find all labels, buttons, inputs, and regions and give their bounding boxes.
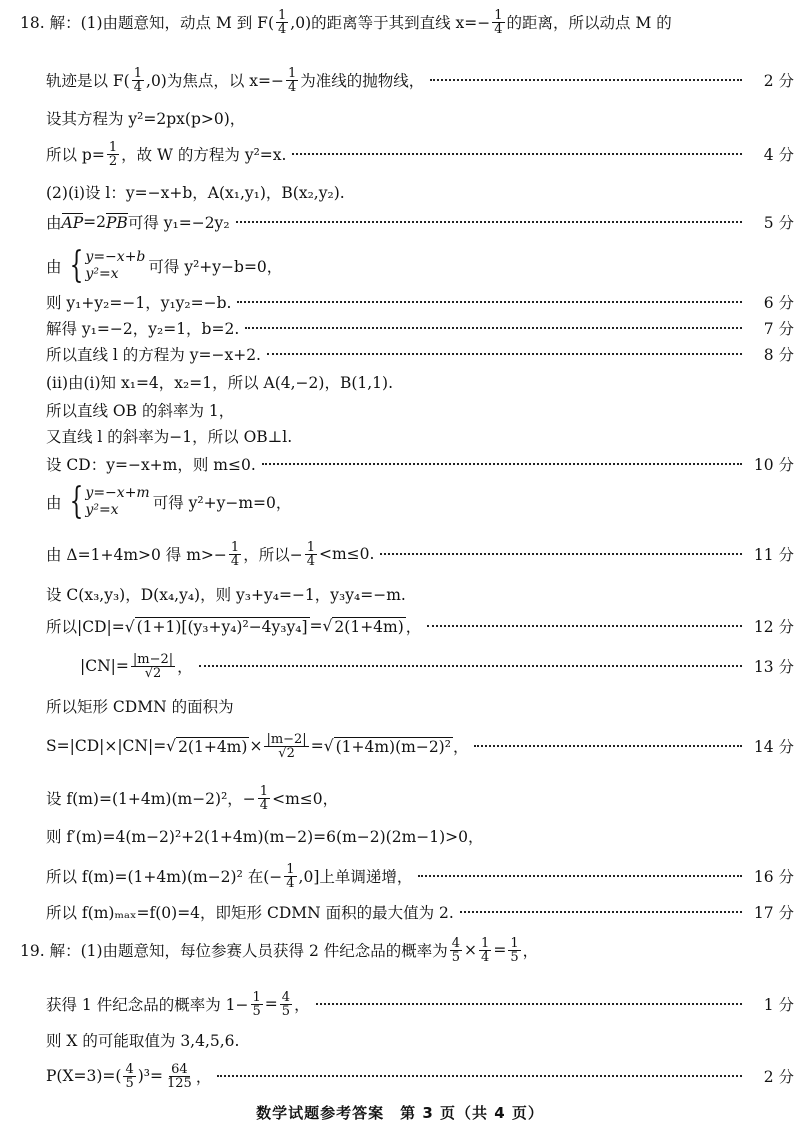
p19-l1-pre: 19. 解：(1)由题意知，每位参赛人员获得 2 件纪念品的概率为 [20, 942, 448, 960]
score-mark: 7 分 [763, 320, 794, 338]
brace-icon: { [69, 245, 83, 286]
p18-l19-post: ， [177, 658, 193, 676]
p18-line-8 [0, 288, 800, 316]
fraction: $\frac{1}{4}$ [286, 861, 295, 891]
p18-line-12 [0, 396, 800, 424]
p18-l16-post: <m≤0. [318, 545, 375, 563]
leader-dots [217, 1075, 742, 1077]
score-mark: 4 分 [763, 146, 794, 164]
p18-line-20 [0, 692, 800, 720]
score-mark: 6 分 [763, 294, 794, 312]
vector-pb: PB [106, 213, 128, 232]
p18-line-10 [0, 340, 800, 368]
p18-line-7 [0, 246, 800, 286]
score-mark: 5 分 [763, 214, 794, 232]
p18-l18-post: ， [405, 618, 422, 636]
leader-dots [267, 353, 742, 355]
radicand: (1+1)[(y₃+y₄)²−4y₃y₄] [136, 617, 308, 636]
p18-l8-text: 则 y₁+y₂=−1，y₁y₂=−b. [46, 294, 232, 312]
leader-dots [245, 327, 742, 329]
p19-l4-mid: )³= [137, 1067, 163, 1085]
leader-dots [474, 745, 742, 747]
p18-line-3 [0, 104, 800, 132]
p18-l3-text: 设其方程为 y²=2px(p>0)， [46, 110, 246, 128]
equals-sign: = [264, 995, 278, 1013]
p18-l7-post: 可得 y²+y−b=0， [148, 258, 283, 276]
p19-l2-pre: 获得 1 件纪念品的概率为 1− [46, 996, 249, 1014]
p19-l2-post: ， [294, 996, 310, 1014]
p18-l2-pre: 轨迹是以 F( [46, 72, 130, 90]
radicand: (1+4m)(m−2)² [335, 737, 451, 756]
p18-line-14 [0, 450, 800, 478]
fraction: $\frac{4}{5}$ [281, 989, 291, 1019]
p18-l18-pre: 所以|CD|=√ [46, 618, 135, 636]
brace-icon: { [69, 481, 83, 522]
p18-l6-post: 可得 y₁=−2y₂ [127, 214, 230, 232]
p18-l10-text: 所以直线 l 的方程为 y=−x+2. [46, 346, 261, 364]
p18-line-11 [0, 368, 800, 396]
leader-dots [236, 221, 742, 223]
score-mark: 1 分 [763, 996, 794, 1014]
score-mark: 14 分 [753, 738, 794, 756]
p18-l9-text: 解得 y₁=−2，y₂=1，b=2. [46, 320, 240, 338]
equals-sign: = [493, 941, 507, 959]
fraction: $\frac{4}{5}$ [451, 935, 461, 965]
fraction: $\frac{1}{4}$ [259, 783, 269, 813]
score-mark: 2 分 [763, 1068, 794, 1086]
p19-l4-post: ， [195, 1068, 212, 1086]
fraction: $\frac{1}{4}$ [481, 935, 490, 965]
p18-l2-mid: ,0)为焦点，以 x=− [146, 72, 284, 90]
p18-l6-eq: =2 [83, 213, 106, 231]
p18-l24-pre: 所以 f(m)=(1+4m)(m−2)² 在(− [46, 868, 283, 886]
fraction: $\frac{1}{4}$ [306, 539, 315, 569]
p18-line-21 [0, 728, 800, 764]
p18-l22-pre: 设 f(m)=(1+4m)(m−2)²，− [46, 790, 256, 808]
p18-l13-text: 又直线 l 的斜率为−1，所以 OB⊥l. [46, 428, 293, 446]
p18-l20-text: 所以矩形 CDMN 的面积为 [46, 698, 234, 716]
p18-line-13 [0, 422, 800, 450]
p18-line-4 [0, 140, 800, 168]
p18-line-25 [0, 898, 800, 926]
leader-dots [418, 875, 742, 877]
leader-dots [430, 79, 742, 81]
p18-line-19 [0, 648, 800, 684]
p18-l4-pre: 所以 p= [46, 146, 105, 164]
equation-system: { y=−x+m y²=x [69, 481, 150, 522]
score-mark: 12 分 [753, 618, 794, 636]
p18-l1-mid: ,0)的距离等于其到直线 x=− [290, 14, 491, 32]
p18-l23-text: 则 f′(m)=4(m−2)²+2(1+4m)(m−2)=6(m−2)(2m−1)>0， [46, 828, 484, 846]
p18-l11-text: (ii)由(i)知 x₁=4，x₂=1，所以 A(4,−2)，B(1,1). [46, 374, 394, 392]
page-footer: 数学试题参考答案 第 3 页（共 4 页） [256, 1104, 544, 1122]
fraction: $\frac{64}{125}$ [166, 1061, 192, 1091]
score-mark: 8 分 [763, 346, 794, 364]
p18-line-18 [0, 612, 800, 640]
score-mark: 10 分 [753, 456, 794, 474]
fraction: $\frac{|m-2|}{√2}$ [132, 651, 174, 681]
p18-l19-pre: |CN|= [80, 657, 129, 675]
radicand: 2(1+4m) [334, 617, 404, 636]
fraction: $\frac{1}{4}$ [494, 7, 503, 37]
score-mark: 16 分 [753, 868, 794, 886]
leader-dots [237, 301, 742, 303]
leader-dots [292, 153, 742, 155]
p18-l15-post: 可得 y²+y−m=0， [152, 494, 292, 512]
p18-line-15 [0, 482, 800, 522]
fraction: $\frac{|m-2|}{√2}$ [266, 731, 307, 761]
leader-dots [199, 665, 742, 667]
p18-l5-text: (2)(i)设 l：y=−x+b，A(x₁,y₁)，B(x₂,y₂). [46, 184, 345, 202]
p19-l4-pre: P(X=3)=( [46, 1067, 122, 1085]
times-sign: × [249, 737, 263, 755]
p18-line-6 [0, 208, 800, 236]
score-mark: 13 分 [753, 658, 794, 676]
p18-l22-post: <m≤0， [272, 790, 339, 808]
p18-l21-pre: S=|CD|×|CN|=√ [46, 737, 177, 755]
equation-system: { y=−x+b y²=x [69, 245, 146, 286]
radicand: 2(1+4m) [178, 737, 248, 756]
p18-line-17 [0, 580, 800, 608]
p18-l15-pre: 由 [46, 494, 62, 512]
p18-l12-text: 所以直线 OB 的斜率为 1， [46, 402, 235, 420]
fraction: $\frac{1}{5}$ [252, 989, 261, 1019]
fraction: $\frac{1}{4}$ [133, 65, 143, 95]
p18-l21-post: ， [452, 738, 469, 756]
fraction: $\frac{1}{4}$ [278, 7, 287, 37]
p18-line-16 [0, 540, 800, 568]
p18-line-9 [0, 314, 800, 342]
p18-l25-text: 所以 f(m)ₘₐₓ=f(0)=4，即矩形 CDMN 面积的最大值为 2. [46, 904, 454, 922]
p18-l1-pre: 18. 解：(1)由题意知，动点 M 到 F( [20, 14, 274, 32]
p18-l24-post: ,0]上单调递增， [298, 868, 413, 886]
p19-l1-post: ， [522, 942, 539, 960]
p18-l18-mid: =√ [309, 617, 333, 635]
p18-l14-text: 设 CD：y=−x+m，则 m≤0. [46, 456, 256, 474]
p18-l21-mid: =√ [310, 737, 334, 755]
p18-l16-mid: ，所以− [243, 546, 303, 564]
p19-line-4 [0, 1058, 800, 1094]
p18-line-2 [0, 66, 800, 94]
leader-dots [460, 911, 742, 913]
fraction: $\frac{1}{4}$ [288, 65, 297, 95]
fraction: $\frac{1}{2}$ [108, 139, 118, 169]
p18-l16-pre: 由 Δ=1+4m>0 得 m>− [46, 546, 227, 564]
p19-line-1 [0, 932, 800, 968]
p19-l3-text: 则 X 的可能取值为 3,4,5,6. [46, 1032, 240, 1050]
fraction: $\frac{1}{4}$ [230, 539, 240, 569]
leader-dots [427, 625, 742, 627]
vector-ap: AP [61, 213, 84, 232]
p18-line-1 [0, 8, 800, 36]
times-sign: × [464, 941, 478, 959]
score-mark: 17 分 [753, 904, 794, 922]
p18-l6-pre: 由 [46, 214, 62, 232]
p18-l17-text: 设 C(x₃,y₃)，D(x₄,y₄)，则 y₃+y₄=−1，y₃y₄=−m. [46, 586, 406, 604]
score-mark: 2 分 [763, 72, 794, 90]
p18-l1-post: 的距离，所以动点 M 的 [506, 14, 672, 32]
p19-line-3 [0, 1026, 800, 1054]
p18-line-22 [0, 784, 800, 812]
leader-dots [380, 553, 742, 555]
score-mark: 11 分 [753, 546, 794, 564]
p19-line-2 [0, 986, 800, 1022]
p18-line-24 [0, 862, 800, 890]
p18-l2-post: 为准线的抛物线， [300, 72, 425, 90]
leader-dots [262, 463, 742, 465]
fraction: $\frac{4}{5}$ [125, 1061, 134, 1091]
leader-dots [316, 1003, 742, 1005]
p18-line-5 [0, 178, 800, 206]
fraction: $\frac{1}{5}$ [510, 935, 519, 965]
p18-l4-post: ，故 W 的方程为 y²=x. [121, 146, 287, 164]
p18-line-23 [0, 822, 800, 850]
p18-l7-pre: 由 [46, 258, 62, 276]
